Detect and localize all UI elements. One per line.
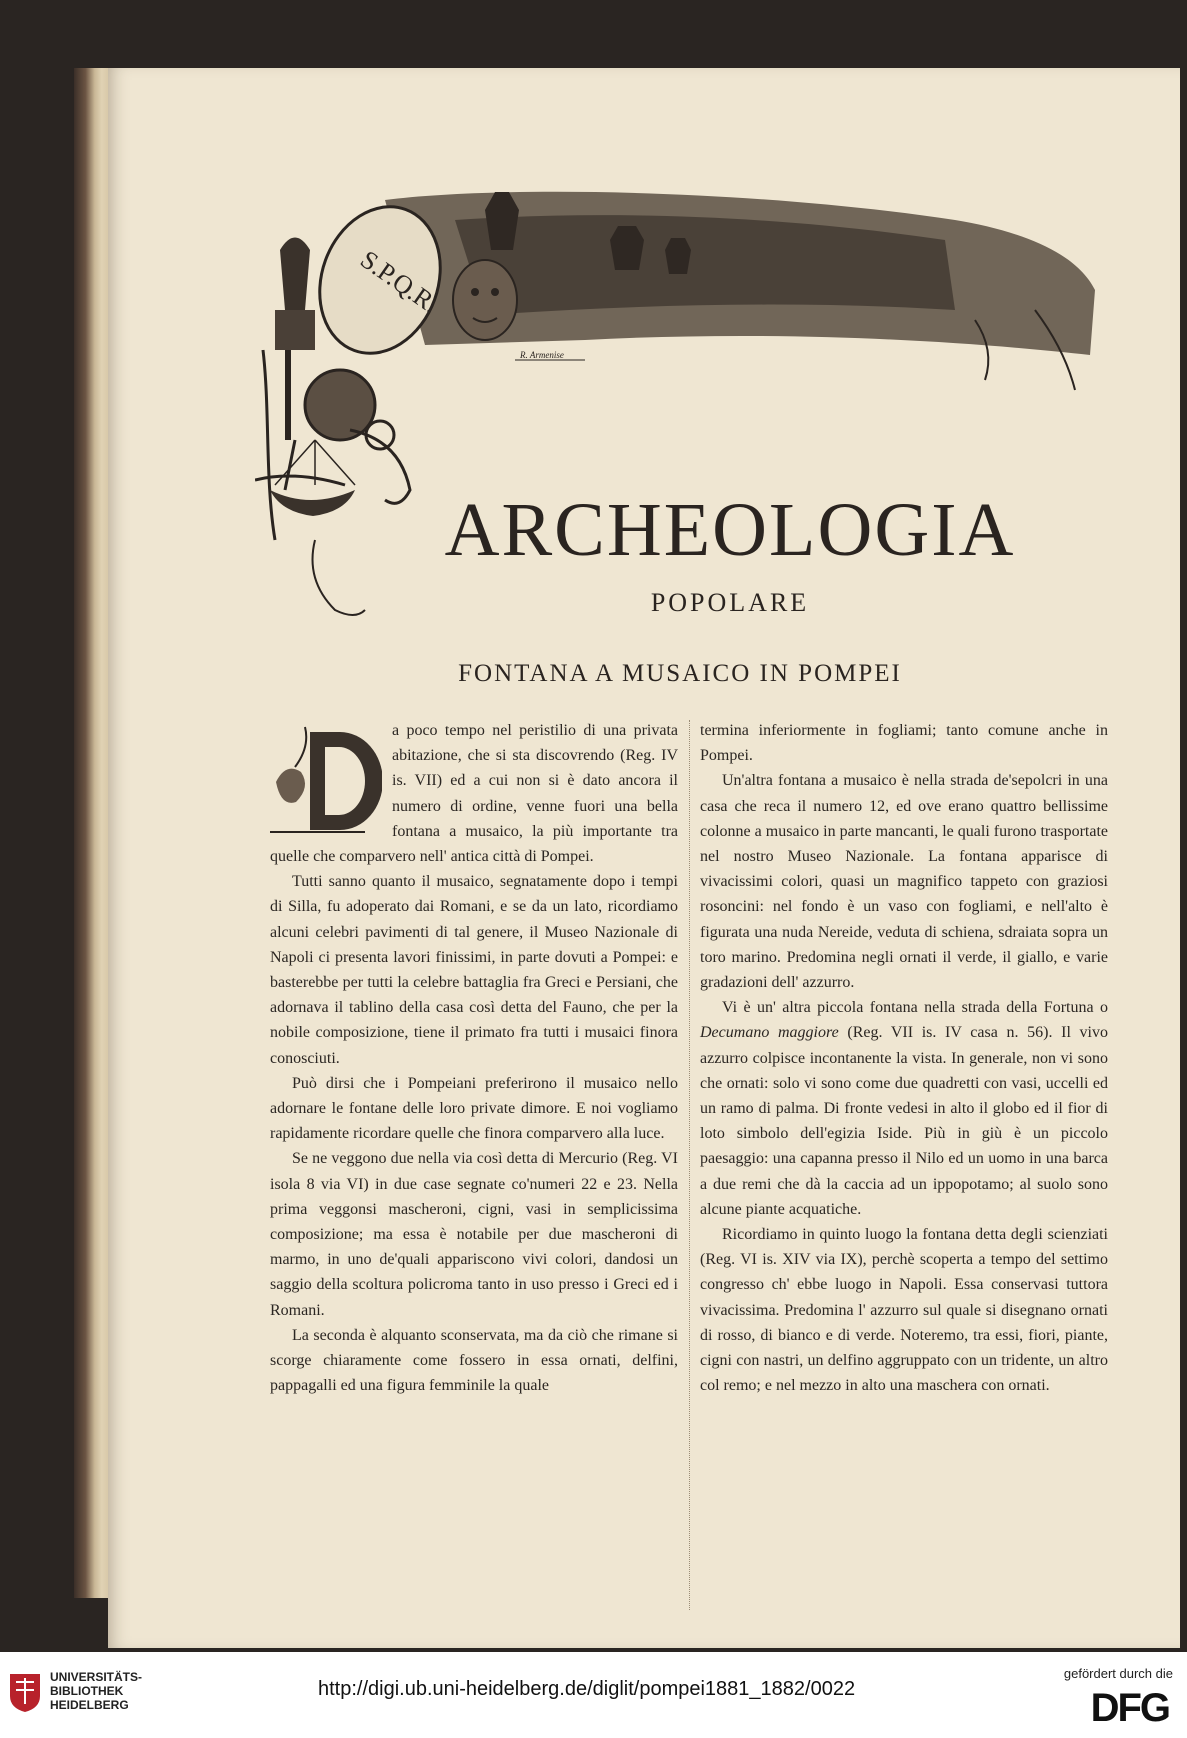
library-line-3: HEIDELBERG xyxy=(50,1698,129,1712)
right-column xyxy=(700,718,1108,1398)
funded-by-label: gefördert durch die xyxy=(1063,1666,1173,1681)
left-paragraph-3: Può dirsi che i Pompeiani preferirono il musaico nello adornare le fontane delle loro private dimore. E noi vogliamo rapidamente ricordare quelle che finora comparvero alla luce. xyxy=(270,1074,678,1143)
right-paragraph-4: Ricordiamo in quinto luogo la fontana detta degli scienziati (Reg. VI is. XIV via IX), perchè scoperta a tempo del settimo congresso ch' ebbe luogo in Napoli. Essa conservasi tuttora vivacissima. Predomina l' azzurro sul quale si disegnano ornati di rosso, di bianco e di verde. Noteremo, tra essi, fiori, piante, cigni con nastri, un delfino aggruppato con un tridente, un altro col remo; e nel mezzo in alto una maschera con ornati. xyxy=(700,1226,1108,1395)
page-subtitle: POPOLARE xyxy=(650,588,810,617)
library-line-1: UNIVERSITÄTS- xyxy=(50,1670,143,1684)
right-paragraph-2: Un'altra fontana a musaico è nella strada de'sepolcri in una casa che reca il numero 12, ed ove erano quattro bellissime colonne a musaico in parte mancanti, le quali furono trasportate nel nostro Museo Nazionale. La fontana apparisce di vivacissimi colori, quasi un magnifico tappeto con graziosi rosoncini: nel fondo è un vaso con fogliami, e nell'alto è figurata una nuda Nereide, veduta di schiena, sdraiata sopra un toro marino. Predomina negli ornati il verde, il giallo, e varie gradazioni dell' azzurro. xyxy=(700,772,1108,992)
italic-street-name: Decumano maggiore xyxy=(700,1024,839,1042)
right-paragraph-3-end: (Reg. VII is. IV casa n. 56). Il vivo azzurro colpisce incontanente la vista. In generale, non vi sono che ornati: solo vi sono come due quadretti con vasi, uccelli ed un ramo di palma. Di fronte vedesi in alto il globo ed il fior di loto simbolo dell'egizia Iside. Più in giù è un piccolo paesaggio: una capanna presso il Nilo ed un uomo in una barca a due remi che dà la caccia ad un ippopotamo; al suolo sono alcune piante acquatiche. xyxy=(700,1024,1109,1218)
seal-text: S.P.Q.R. xyxy=(355,244,445,320)
university-seal-icon xyxy=(6,1670,44,1714)
library-name[interactable] xyxy=(50,1670,142,1712)
right-paragraph-3 xyxy=(700,995,1108,1222)
library-line-2: BIBLIOTHEK xyxy=(50,1684,124,1698)
permalink-url[interactable]: http://digi.ub.uni-heidelberg.de/diglit/pompei1881_1882/0022 xyxy=(318,1678,856,1700)
drop-cap-d-illustration xyxy=(270,722,382,840)
article-headline: FONTANA A MUSAICO IN POMPEI xyxy=(458,660,902,687)
artist-signature: R. Armenise xyxy=(520,350,564,360)
ornamental-header-illustration xyxy=(255,180,1100,650)
left-paragraph-5: La seconda è alquanto sconservata, ma da ciò che rimane si scorge chiaramente come fossero in essa ornati, delfini, pappagalli ed una figura femminile la quale xyxy=(270,1326,678,1395)
left-paragraph-4: Se ne veggono due nella via così detta di Mercurio (Reg. VI isola 8 via VI) in due case segnate co'numeri 22 e 23. Nella prima veggonsi mascheroni, cigni, vasi in semplicissima composizione; ma essa è notabile per due mascheroni di marmo, in uno de'quali appariscono vivi colori, dandosi un saggio della scoltura policroma tanto in uso presso i Greci ed i Romani. xyxy=(270,1150,678,1319)
right-paragraph-1: termina inferiormente in fogliami; tanto comune anche in Pompei. xyxy=(700,722,1108,765)
left-paragraph-1: a poco tempo nel peristilio di una privata abitazione, che si sta discovrendo (Reg. IV is. VII) ed a cui non si è dato ancora il numero di ordine, venne fuori una bella fontana a musaico, la più importante tra quelle che comparvero nell' antica città di Pompei. xyxy=(270,722,678,866)
right-paragraph-3-start: Vi è un' altra piccola fontana nella strada della Fortuna o xyxy=(722,999,1108,1017)
column-divider xyxy=(689,720,690,1610)
dfg-logo[interactable]: DFG xyxy=(1090,1686,1169,1730)
page-title: ARCHEOLOGIA xyxy=(444,488,1016,572)
viewer-footer xyxy=(0,1652,1187,1738)
left-column xyxy=(270,718,678,1398)
left-paragraph-2: Tutti sanno quanto il musaico, segnatamente dopo i tempi di Silla, fu adoperato dai Romani, e se da un lato, ricordiamo alcuni celebri pavimenti di tal genere, il Museo Nazionale di Napoli ci presenta lavori finissimi, in parte dovuti a Pompei: e basterebbe per tutti la celebre battaglia fra Greci e Persiani, che adornava il tablino della casa così detta del Fauno, che per la nobile composizione, tiene il primato fra tutti i musaici finora conosciuti. xyxy=(270,873,678,1067)
